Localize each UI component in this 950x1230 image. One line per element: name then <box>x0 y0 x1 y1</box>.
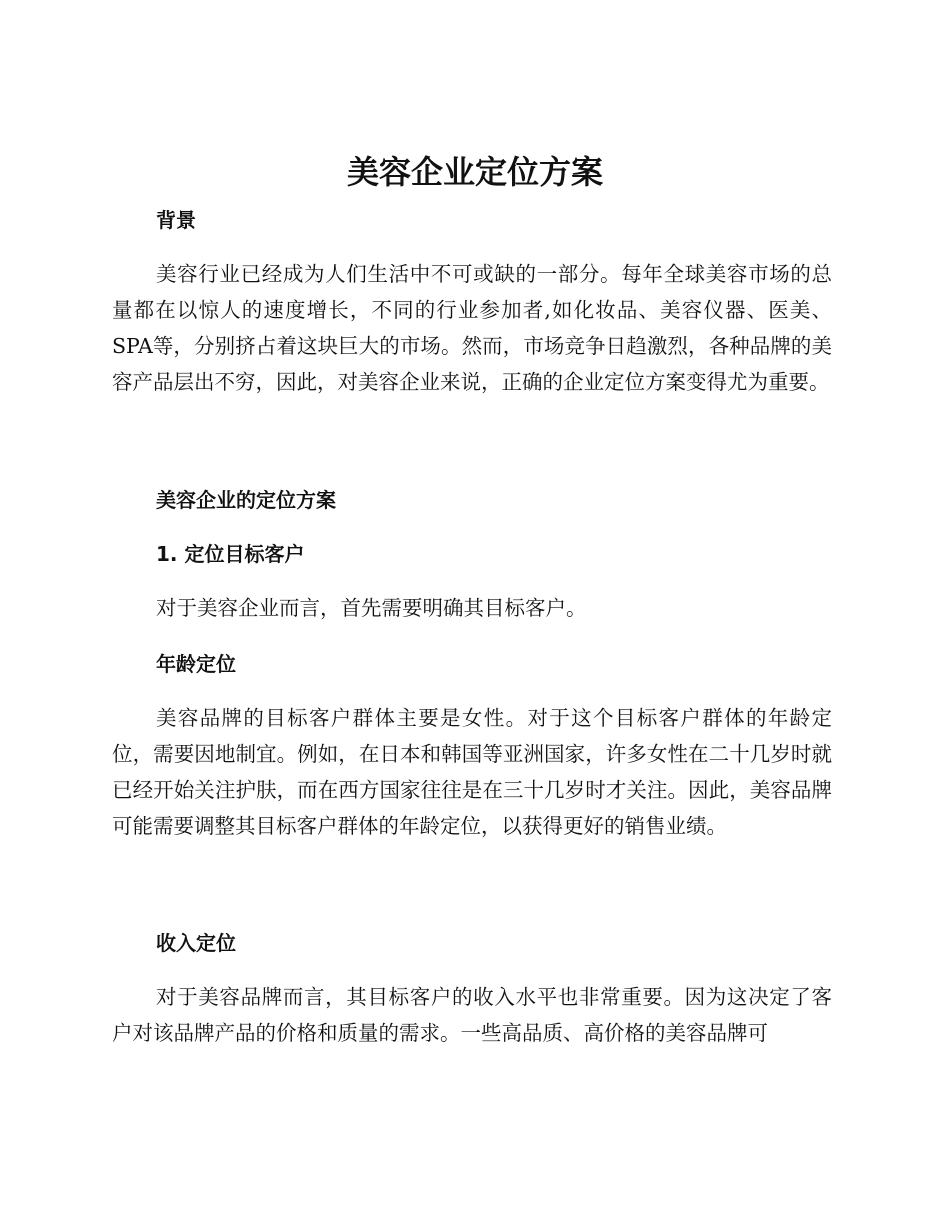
paragraph-background: 美容行业已经成为人们生活中不可或缺的一部分。每年全球美容市场的总量都在以惊人的速度增长，不同的行业参加者,如化妆品、美容仪器、医美、SPA等，分别挤占着这块巨大的市场。然而，市场竞争日趋激烈，各种品牌的美容产品层出不穷，因此，对美容企业来说，正确的企业定位方案变得尤为重要。 <box>112 262 832 394</box>
section-heading-background: 背景 <box>156 208 196 232</box>
document-title: 美容企业定位方案 <box>346 153 603 191</box>
paragraph-age-positioning: 美容品牌的目标客户群体主要是女性。对于这个目标客户群体的年龄定位，需要因地制宜。例如，在日本和韩国等亚洲国家，许多女性在二十几岁时就已经开始关注护肤，而在西方国家往往是在三十几岁时才关注。因此，美容品牌可能需要调整其目标客户群体的年龄定位，以获得更好的销售业绩。 <box>112 706 832 838</box>
paragraph-target-customers: 对于美容企业而言，首先需要明确其目标客户。 <box>156 596 587 620</box>
section-heading-target-customers: 1. 定位目标客户 <box>156 542 305 566</box>
section-heading-age-positioning: 年龄定位 <box>156 652 236 676</box>
paragraph-income-positioning: 对于美容品牌而言，其目标客户的收入水平也非常重要。因为这决定了客户对该品牌产品的价格和质量的需求。一些高品质、高价格的美容品牌可 <box>112 985 832 1045</box>
section-heading-positioning-plan: 美容企业的定位方案 <box>156 488 336 512</box>
section-heading-income-positioning: 收入定位 <box>156 931 236 955</box>
